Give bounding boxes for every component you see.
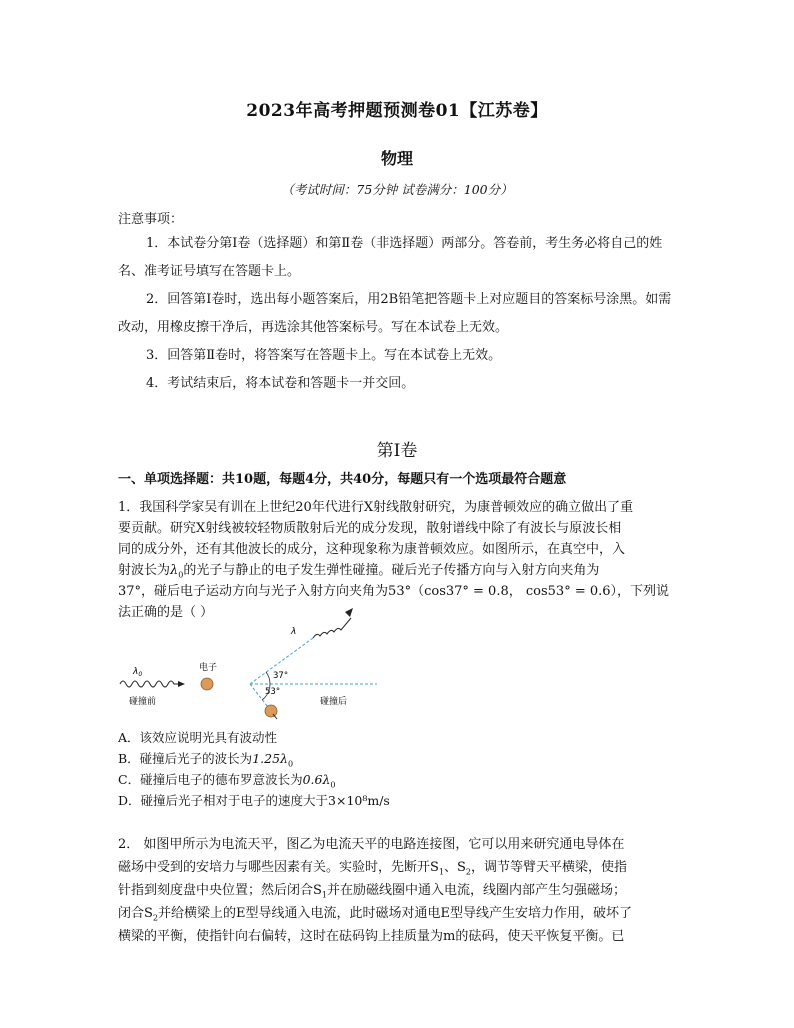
option-b-value: 1.25λ (252, 751, 288, 766)
angle-arc-37 (266, 672, 270, 684)
q2-l2-c: ，调节等臂天平横梁，使指 (471, 860, 628, 875)
question-1-line-2: 要贡献。研究X射线被较轻物质散射后光的成分发现，散射谱线中除了有波长与原波长相 (118, 521, 622, 536)
question-1-line-5: 37°，碰后电子运动方向与光子入射方向夹角为53°（cos37° = 0.8， cos53° = 0.6），下列说 (118, 584, 670, 599)
option-d: D．碰撞后光子相对于电子的速度大于3×10⁸m/s (118, 793, 390, 808)
angle-37-label: 37° (273, 671, 289, 681)
volume-heading: 第Ⅰ卷 (376, 441, 418, 461)
subject-heading: 物理 (380, 149, 413, 168)
lambda0-label: $\lambda_0$ (133, 667, 143, 678)
option-b-text: B．碰撞后光子的波长为 (118, 751, 253, 766)
notice-item-1: 1．本试卷分第Ⅰ卷（选择题）和第Ⅱ卷（非选择题）两部分。答卷前，考生务必将自己的姓名、准考证号填写在答题卡上。 (118, 236, 663, 279)
option-c-text: C．碰撞后电子的德布罗意波长为 (118, 772, 303, 787)
electron-before (201, 678, 213, 690)
electron-after (265, 705, 277, 717)
option-a: A．该效应说明光具有波动性 (118, 730, 278, 745)
q2-l4-b: 并给横梁上的E型导线通入电流，此时磁场对通电E型导线产生安培力作用，破坏了 (158, 906, 632, 921)
scattered-arrowhead (345, 608, 353, 617)
q2-l3-b: 并在励磁线圈中通入电流，线圈内部产生匀强磁场； (327, 883, 627, 898)
notice-item-2: 2．回答第Ⅰ卷时，选出每小题答案后，用2B铅笔把答题卡上对应题目的答案标号涂黑。如需改动，用橡皮擦干净后，再选涂其他答案标号。写在本试卷上无效。 (118, 292, 672, 335)
question-2-line-2 (118, 857, 680, 883)
q2-l2-a: 磁场中受到的安培力与哪些因素有关。实验时，先断开S (118, 860, 439, 875)
question-2-line-4 (118, 903, 680, 929)
compton-scattering-figure (115, 600, 405, 720)
incident-arrowhead (178, 681, 185, 687)
lambda-subscript: 0 (178, 570, 184, 580)
before-label: 碰撞前 (129, 697, 157, 707)
scattered-photon-wave (313, 618, 351, 638)
q2-l2-b: 、S (444, 860, 466, 875)
q2-l2-s2: 2 (465, 867, 471, 877)
question-2-line-3 (118, 880, 680, 906)
section-heading: 一、单项选择题：共10题，每题4分，共40分，每题只有一个选项最符合题意 (118, 472, 567, 487)
q2-l2-s1: 1 (438, 867, 444, 877)
angle-53-label: 53° (265, 687, 281, 697)
option-c-sub: 0 (330, 780, 336, 790)
notice-item-4: 4．考试结束后，将本试卷和答题卡一并交回。 (146, 376, 415, 391)
notice-item-3: 3．回答第Ⅱ卷时，将答案写在答题卡上。写在本试卷上无效。 (146, 348, 502, 363)
q2-l4-s: 2 (152, 913, 158, 923)
option-c (118, 770, 335, 790)
question-1-line-3: 同的成分外，还有其他波长的成分，这种现象称为康普顿效应。如图所示，在真空中，入 (118, 542, 626, 557)
notice-title: 注意事项： (118, 212, 184, 227)
option-c-value: 0.6λ (302, 772, 331, 787)
q2-l3-a: 针指到刻度盘中央位置；然后闭合S (118, 883, 322, 898)
lambda-symbol: λ (170, 563, 179, 578)
question-2-line-1: 2． 如图甲所示为电流天平，图乙为电流天平的电路连接图，它可以用来研究通电导体在 (118, 837, 625, 852)
q1-text-b: 的光子与静止的电子发生弹性碰撞。碰后光子传播方向与入射方向夹角为 (183, 563, 600, 578)
option-b-sub: 0 (287, 759, 294, 769)
q2-l3-s: 1 (321, 890, 327, 900)
question-1-line-1: 1．我国科学家吴有训在上世纪20年代进行X射线散射研究，为康普顿效应的确立做出了重 (118, 500, 634, 515)
incident-photon-wave (120, 681, 182, 687)
question-2-line-5: 横梁的平衡，使指针向右偏转，这时在砝码钩上挂质量为m的砝码，使天平恢复平衡。已 (118, 929, 625, 944)
exam-info: （考试时间：75分钟 试卷满分：100分） (281, 182, 513, 197)
after-label: 碰撞后 (320, 697, 348, 707)
q2-l4-a: 闭合S (118, 906, 153, 921)
question-1-line-6: 法正确的是（ ） (118, 605, 214, 620)
electron-label: 电子 (199, 663, 218, 673)
lambda-label: λ (291, 627, 297, 637)
page-title: 2023年高考押题预测卷01【江苏卷】 (246, 101, 548, 121)
q1-text-a: 射波长为 (118, 563, 171, 578)
option-b (118, 749, 293, 769)
